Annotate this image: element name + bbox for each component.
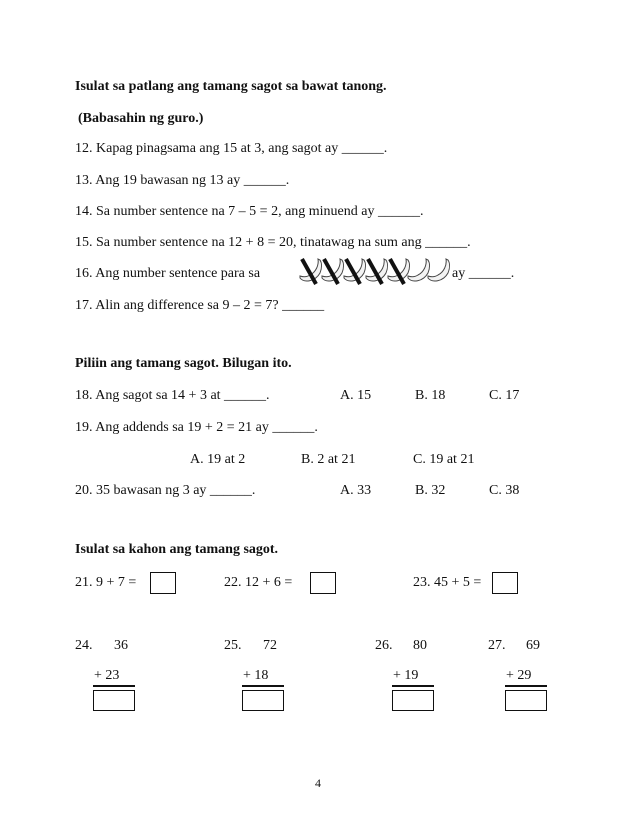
question-20: 20. 35 bawasan ng 3 ay ______. bbox=[75, 483, 256, 498]
section3-heading: Isulat sa kahon ang tamang sagot. bbox=[75, 542, 279, 557]
question-26-top: 80 bbox=[413, 638, 427, 653]
question-27-top: 69 bbox=[526, 638, 540, 653]
answer-box-26[interactable] bbox=[392, 690, 434, 711]
question-13: 13. Ang 19 bawasan ng 13 ay ______. bbox=[75, 173, 290, 188]
question-19-choice-b: B. 2 at 21 bbox=[301, 452, 356, 467]
question-26-sum-line bbox=[392, 685, 434, 687]
section1-heading: Isulat sa patlang ang tamang sagot sa bawat tanong. bbox=[75, 79, 387, 94]
question-18-choice-a: A. 15 bbox=[340, 388, 372, 403]
section2-heading: Piliin ang tamang sagot. Bilugan ito. bbox=[75, 356, 292, 371]
question-25-bottom: + 18 bbox=[243, 668, 269, 683]
question-20-choice-a: A. 33 bbox=[340, 483, 372, 498]
answer-box-21[interactable] bbox=[150, 572, 176, 594]
question-17: 17. Alin ang difference sa 9 – 2 = 7? ______ bbox=[75, 298, 325, 313]
question-18-choice-c: C. 17 bbox=[489, 388, 520, 403]
question-14: 14. Sa number sentence na 7 – 5 = 2, ang minuend ay ______. bbox=[75, 204, 424, 219]
question-19-choice-c: C. 19 at 21 bbox=[413, 452, 475, 467]
question-19: 19. Ang addends sa 19 + 2 = 21 ay ______. bbox=[75, 420, 318, 435]
question-15: 15. Sa number sentence na 12 + 8 = 20, tinatawag na sum ang ______. bbox=[75, 235, 471, 250]
question-20-choice-c: C. 38 bbox=[489, 483, 520, 498]
answer-box-27[interactable] bbox=[505, 690, 547, 711]
question-27-number: 27. bbox=[488, 638, 506, 653]
question-24-top: 36 bbox=[114, 638, 128, 653]
answer-box-25[interactable] bbox=[242, 690, 284, 711]
question-18-choice-b: B. 18 bbox=[415, 388, 446, 403]
question-26-number: 26. bbox=[375, 638, 393, 653]
banana-picture bbox=[296, 256, 450, 286]
question-25-top: 72 bbox=[263, 638, 277, 653]
page-number: 4 bbox=[315, 776, 321, 790]
answer-box-22[interactable] bbox=[310, 572, 336, 594]
teacher-note: (Babasahin ng guro.) bbox=[78, 111, 204, 126]
question-20-choice-b: B. 32 bbox=[415, 483, 446, 498]
question-23: 23. 45 + 5 = bbox=[413, 575, 482, 590]
question-25-number: 25. bbox=[224, 638, 242, 653]
question-21: 21. 9 + 7 = bbox=[75, 575, 137, 590]
question-16-suffix: ay ______. bbox=[452, 266, 515, 281]
question-19-choice-a: A. 19 at 2 bbox=[190, 452, 246, 467]
question-18: 18. Ang sagot sa 14 + 3 at ______. bbox=[75, 388, 270, 403]
question-24-number: 24. bbox=[75, 638, 93, 653]
question-16-prefix: 16. Ang number sentence para sa bbox=[75, 266, 261, 281]
question-27-sum-line bbox=[505, 685, 547, 687]
question-25-sum-line bbox=[242, 685, 284, 687]
question-26-bottom: + 19 bbox=[393, 668, 419, 683]
question-12: 12. Kapag pinagsama ang 15 at 3, ang sagot ay ______. bbox=[75, 141, 388, 156]
question-24-bottom: + 23 bbox=[94, 668, 120, 683]
question-24-sum-line bbox=[93, 685, 135, 687]
question-22: 22. 12 + 6 = bbox=[224, 575, 293, 590]
answer-box-23[interactable] bbox=[492, 572, 518, 594]
question-27-bottom: + 29 bbox=[506, 668, 532, 683]
answer-box-24[interactable] bbox=[93, 690, 135, 711]
